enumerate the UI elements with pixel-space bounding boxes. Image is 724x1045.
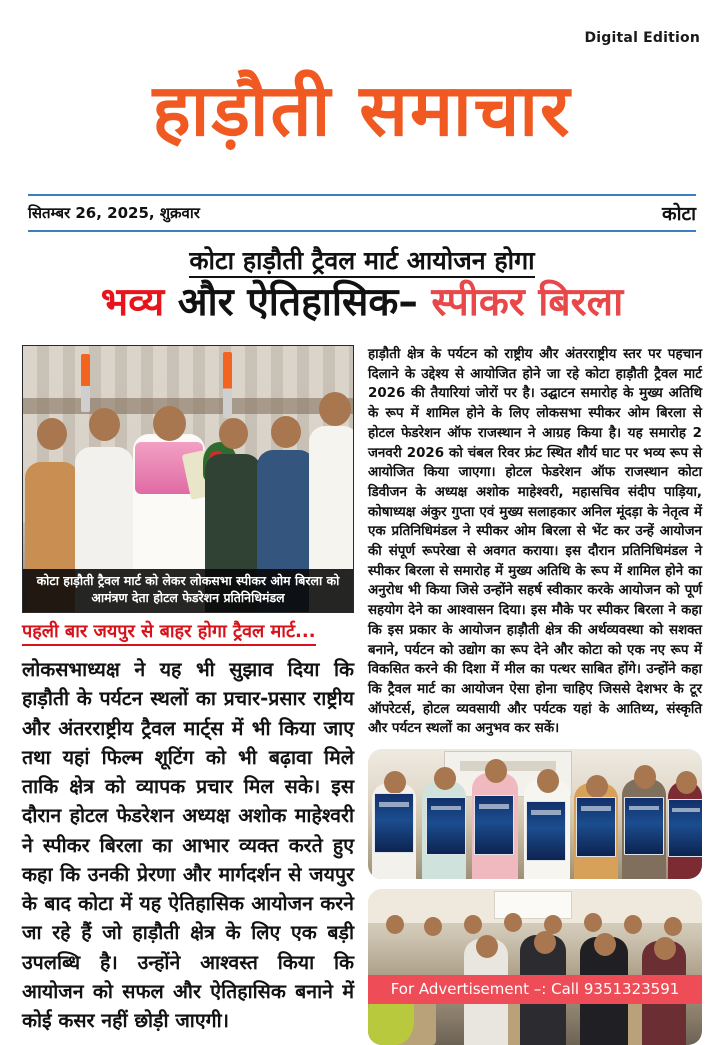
dateline-date: सितम्बर 26, 2025, शुक्रवार — [28, 204, 200, 222]
article-body-left: लोकसभाध्यक्ष ने यह भी सुझाव दिया कि हाड़ौती के पर्यटन स्थलों का प्रचार-प्रसार राष्ट्रीय और अंतरराष्ट्रीय ट्रैवल मार्ट्स में भी किया जाए तथा यहां फिल्म शूटिंग को भी बढ़ावा मिले ताकि क्षेत्र को व्यापक प्रचार मिल सके। इस दौरान होटल फेडरेशन अध्यक्ष अशोक माहेश्वरी ने स्पीकर बिरला का आभार व्यक्त करते हुए कहा कि उनकी प्रेरणा और मार्गदर्शन से जयपुर के बाद कोटा में यह ऐतिहासिक आयोजन करने जा रहे हैं जो हाड़ौती क्षेत्र के लिए एक बड़ी उपलब्धि है। उन्होंने आश्वस्त किया कि आयोजन को सफल और ऐतिहासिक बनाने में कोई कसर नहीं छोड़ी जाएगी। — [22, 658, 354, 1032]
audience-head-4 — [504, 913, 522, 932]
main-photo-caption-line-1: कोटा हाड़ौती ट्रैवल मार्ट को लेकर लोकसभा स्पीकर ओम बिरला को — [36, 573, 340, 589]
launch-person-6-head — [634, 765, 656, 789]
audience-head-6 — [584, 913, 602, 932]
headline-part-3: स्पीकर बिरला — [431, 280, 624, 325]
audience-person-front-3-head — [594, 933, 616, 956]
right-column — [368, 345, 702, 1045]
audience-head-2 — [424, 917, 442, 936]
flag-left — [81, 354, 90, 412]
headline-kicker-text: कोटा हाड़ौती ट्रैवल मार्ट आयोजन होगा — [189, 246, 534, 278]
launch-poster-4 — [526, 801, 566, 861]
sub-headline: पहली बार जयपुर से बाहर होगा ट्रैवल मार्ट... — [22, 619, 316, 646]
audience-head-1 — [386, 915, 404, 934]
wall-stripe — [23, 398, 353, 414]
flag-right — [223, 352, 232, 418]
poster-launch-photo — [368, 749, 702, 879]
person-4-head — [219, 418, 248, 449]
person-5-head — [271, 416, 301, 448]
poster-launch-scene — [368, 749, 702, 879]
launch-poster-7 — [668, 799, 702, 857]
masthead-title: हाड़ौती समाचार — [152, 68, 572, 152]
headline-part-1: भव्य — [100, 280, 165, 325]
launch-person-1-head — [384, 771, 406, 794]
masthead — [0, 68, 724, 152]
left-column — [22, 345, 354, 1035]
digital-edition-label: Digital Edition — [584, 30, 700, 46]
launch-poster-2 — [426, 797, 466, 855]
headline-part-2: और ऐतिहासिक– — [177, 280, 418, 325]
audience-head-7 — [624, 915, 642, 934]
person-1-head — [37, 418, 67, 450]
headline-kicker — [0, 243, 724, 277]
person-2-head — [89, 408, 120, 441]
audience-person-front-4-head — [654, 937, 676, 960]
main-photo-caption-line-2: आमंत्रण देता होटल फेडरेशन प्रतिनिधिमंडल — [91, 590, 285, 606]
audience-head-3 — [464, 915, 482, 934]
launch-poster-1 — [374, 793, 414, 853]
main-photo-caption — [23, 569, 353, 612]
audience-head-8 — [664, 917, 682, 936]
audience-photo — [368, 889, 702, 1045]
dateline-bar — [28, 194, 696, 232]
main-headline — [12, 282, 712, 324]
audience-person-front-2-head — [534, 931, 556, 954]
launch-poster-3 — [474, 795, 514, 855]
audience-person-front-1-head — [476, 935, 498, 958]
article-body-right: हाड़ौती क्षेत्र के पर्यटन को राष्ट्रीय और अंतरराष्ट्रीय स्तर पर पहचान दिलाने के उद्देश्य से आयोजित होने जा रहे कोटा हाड़ौती ट्रैवल मार्ट 2026 की तैयारियां जोरों पर है। उद्घाटन समारोह के मुख्य अतिथि के रूप में शामिल होने के लिए लोकसभा स्पीकर ओम बिरला से होटल फेडरेशन ऑफ राजस्थान ने आग्रह किया है। यह समारोह 2 जनवरी 2026 को चंबल रिवर फ्रंट स्थित शौर्य घाट पर भव्य रूप से आयोजित किया जाएगा। होटल फेडरेशन ऑफ राजस्थान कोटा डिवीजन के अध्यक्ष अशोक माहेश्वरी, महासचिव संदीप पाड़िया, कोषाध्यक्ष अंकुर गुप्ता एवं मुख्य सलाहकार अनिल मूंदड़ा के नेतृत्व में एक प्रतिनिधिमंडल ने स्पीकर ओम बिरला से भेंट कर उन्हें आयोजन की संपूर्ण रूपरेखा से अवगत कराया। इस दौरान प्रतिनिधिमंडल ने स्पीकर बिरला से समारोह में मुख्य अतिथि के रूप में शामिल होने का अनुरोध भी किया जिसे उन्होंने सहर्ष स्वीकार करके आयोजन को पूर्ण सहयोग देने का आश्वासन दिया। इस मौके पर स्पीकर बिरला ने कहा कि इस प्रकार के आयोजन हाड़ौती क्षेत्र की अर्थव्यवस्था को सशक्त बनाने, पर्यटन को उद्योग का रूप देने और कोटा को एक नए रूप में विकसित करने की दिशा में मील का पत्थर साबित होंगे। उन्होंने कहा कि ट्रैवल मार्ट का आयोजन ऐसा होना चाहिए जिससे देशभर के टूर ऑपरेटर्स, होटल व्यवसायी और पर्यटक यहां के आतिथ्य, संस्कृति और पर्यटन स्थलों का अनुभव कर सकें। — [368, 347, 702, 737]
person-6-head — [319, 392, 351, 426]
launch-poster-6 — [624, 797, 664, 855]
launch-person-4-head — [537, 769, 559, 793]
advertisement-bar[interactable]: For Advertisement –: Call 9351323591 — [368, 975, 702, 1004]
launch-person-7-head — [676, 771, 697, 794]
person-speaker-head — [153, 406, 186, 441]
dateline-city: कोटा — [661, 203, 696, 225]
launch-person-2-head — [434, 767, 456, 790]
main-photo — [22, 345, 354, 613]
launch-poster-5 — [576, 797, 616, 857]
launch-person-5-head — [586, 775, 608, 798]
audience-scene — [368, 889, 702, 1045]
launch-person-3-head — [485, 759, 507, 783]
